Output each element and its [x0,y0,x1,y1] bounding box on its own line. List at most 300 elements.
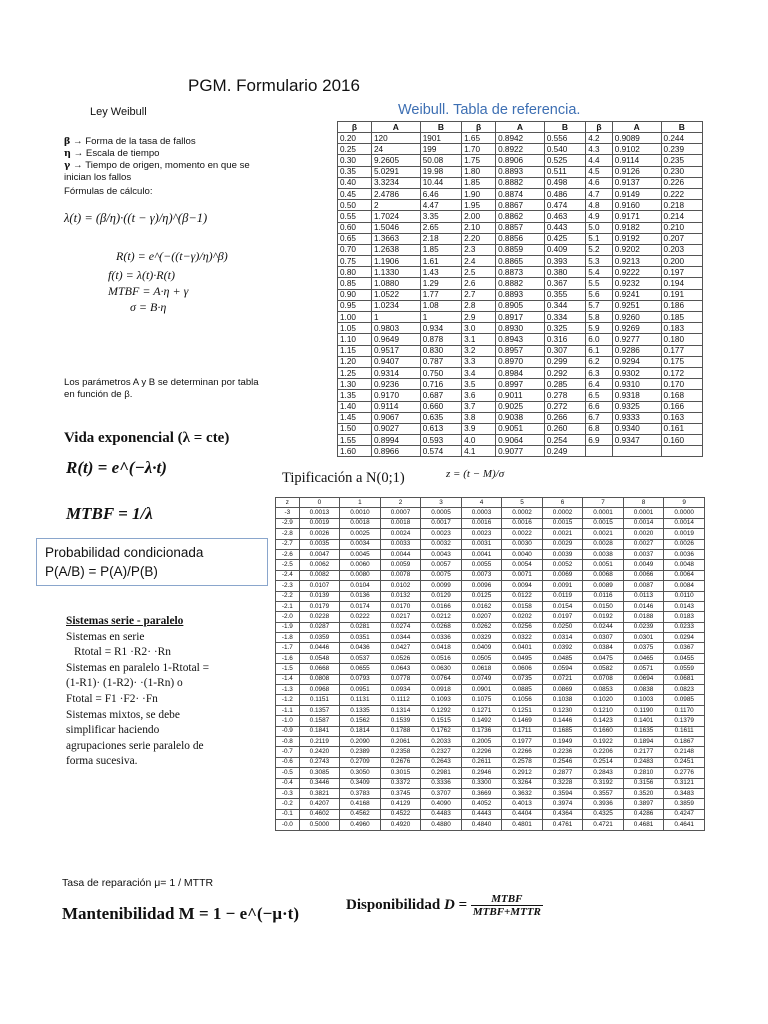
reliability-formula: R(t) = e^(−((t−γ)/η)^β) [116,249,228,263]
weibull-table-cell: 4.8 [586,200,613,211]
normal-table-cell: 0.0073 [461,570,502,580]
normal-table-cell: 0.3300 [461,778,502,788]
sistemas-line: agrupaciones serie paralelo de [66,739,204,752]
weibull-table-cell: 3.6 [462,390,496,401]
normal-table-cell: 0.0721 [542,674,583,684]
normal-table-cell: 0.2912 [502,768,543,778]
normal-table-cell: 0.1611 [664,726,705,736]
weibull-table-cell: 0.90 [338,289,372,300]
weibull-header-cell: A [612,122,661,133]
weibull-table-cell: 1.35 [338,390,372,401]
normal-table-cell: 0.1736 [461,726,502,736]
formulas-label: Fórmulas de cálculo: [64,186,153,197]
weibull-table-cell: 6.0 [586,334,613,345]
normal-table-cell: 0.1230 [542,705,583,715]
weibull-table-cell: 4.7 [586,188,613,199]
weibull-table-cell: 0.334 [544,312,585,323]
weibull-table-cell: 0.9236 [371,379,420,390]
weibull-table-cell: 0.185 [661,312,702,323]
normal-table-cell: 0.1093 [421,695,462,705]
normal-table-cell: 0.1539 [380,716,421,726]
lambda-formula: λ(t) = (β/η)·((t − γ)/η)^(β−1) [64,211,208,225]
weibull-table-row [338,435,703,446]
weibull-table-cell: 24 [371,144,420,155]
normal-table-cell: 0.4880 [421,820,462,830]
weibull-table-cell: 2.4786 [371,188,420,199]
weibull-table-row [338,334,703,345]
weibull-table-cell: 6.6 [586,401,613,412]
normal-table-cell: 0.0019 [299,518,340,528]
normal-table-row [276,591,705,601]
weibull-table-row [338,133,703,144]
sistemas-line: simplificar haciendo [66,724,160,737]
weibull-table-cell: 0.9803 [371,323,420,334]
normal-header-cell: 1 [340,498,381,508]
weibull-table-cell: 0.8882 [496,177,545,188]
weibull-header-cell: B [661,122,702,133]
normal-table-cell: 0.0183 [664,612,705,622]
weibull-table-cell: 2.18 [420,233,461,244]
weibull-table-cell: 0.8970 [496,356,545,367]
weibull-table-cell: 0.463 [544,211,585,222]
weibull-table-cell: 0.40 [338,177,372,188]
normal-table-cell: 0.0197 [542,612,583,622]
normal-table-cell: -0.1 [276,809,300,819]
weibull-table-cell: 0.9269 [612,323,661,334]
normal-table-cell: 0.4404 [502,809,543,819]
sistemas-line: Sistemas en paralelo 1-Rtotal = [66,661,210,674]
normal-table-cell: 0.0064 [664,570,705,580]
normal-table-row [276,788,705,798]
normal-table-cell: 0.2266 [502,747,543,757]
weibull-table-cell: 2.10 [462,222,496,233]
normal-table-cell: 0.4129 [380,799,421,809]
normal-table-cell: 0.0162 [461,601,502,611]
normal-table-cell: 0.0170 [380,601,421,611]
weibull-table-cell: 1.85 [420,244,461,255]
normal-table-row [276,716,705,726]
normal-table-cell: 0.2389 [340,747,381,757]
disponibilidad-label: Disponibilidad [346,896,441,913]
density-formula: f(t) = λ(t)·R(t) [108,268,175,282]
normal-header-cell: z [276,498,300,508]
normal-table-cell: 0.3707 [421,788,462,798]
weibull-table-cell: 0.9011 [496,390,545,401]
normal-table-cell: 0.2643 [421,757,462,767]
normal-table-cell: 0.3121 [664,778,705,788]
weibull-table-cell: 0.9170 [371,390,420,401]
normal-table-cell: 0.4364 [542,809,583,819]
weibull-table-cell: 4.1 [462,446,496,457]
weibull-table-cell: 2.5 [462,267,496,278]
normal-table-cell: 0.0023 [461,529,502,539]
normal-table-cell: 0.1190 [623,705,664,715]
normal-table-row [276,664,705,674]
weibull-table-row [338,289,703,300]
weibull-table-cell: 0.285 [544,379,585,390]
normal-table-cell: 0.0027 [623,539,664,549]
weibull-table-cell: 0.380 [544,267,585,278]
normal-table-cell: -0.6 [276,757,300,767]
weibull-table-cell: 1.00 [338,312,372,323]
weibull-table-cell: 0.8882 [496,278,545,289]
normal-table-cell: 0.0104 [340,581,381,591]
normal-table-row [276,705,705,715]
normal-table-cell: 0.0643 [380,664,421,674]
normal-table-cell: 0.4562 [340,809,381,819]
weibull-table-cell: 0.65 [338,233,372,244]
normal-table-cell: 0.3372 [380,778,421,788]
weibull-table-cell: 0.8943 [496,334,545,345]
weibull-table-cell: 0.8859 [496,244,545,255]
weibull-table-cell: 0.9149 [612,188,661,199]
normal-table-header [276,498,705,508]
normal-table-cell: -2.4 [276,570,300,580]
normal-table-row [276,778,705,788]
sistemas-line: Ftotal = F1 ·F2· ·Fn [66,692,158,705]
normal-table-cell: 0.2843 [583,768,624,778]
normal-table-cell: 0.3974 [542,799,583,809]
weibull-table-cell: 0.170 [661,379,702,390]
weibull-table-row [338,345,703,356]
weibull-table-cell: 4.9 [586,211,613,222]
normal-table-cell: 0.0051 [583,560,624,570]
normal-table-cell: 0.0166 [421,601,462,611]
normal-table-cell: 0.2005 [461,736,502,746]
normal-table-cell: -1.5 [276,664,300,674]
normal-table-cell: 0.0096 [461,581,502,591]
weibull-table-row [338,278,703,289]
weibull-table-cell: 0.161 [661,423,702,434]
normal-table-row [276,768,705,778]
normal-table-row [276,529,705,539]
normal-table-cell: 0.0084 [664,581,705,591]
normal-table-cell: 0.0055 [461,560,502,570]
normal-table-row [276,653,705,663]
normal-table-cell: 0.4840 [461,820,502,830]
weibull-table-row [338,379,703,390]
normal-table-cell: 0.0066 [623,570,664,580]
normal-table-cell: 0.1003 [623,695,664,705]
normal-table-cell: 0.0853 [583,685,624,695]
weibull-table-cell: 1.05 [338,323,372,334]
normal-table-cell: 0.1841 [299,726,340,736]
normal-table-cell: 0.1020 [583,695,624,705]
normal-table-cell: 0.4247 [664,809,705,819]
normal-table-cell: 0.4013 [502,799,543,809]
sistemas-section [66,614,276,770]
weibull-table-cell: 0.9277 [612,334,661,345]
normal-table-cell: 0.0113 [623,591,664,601]
weibull-table-cell: 1.40 [338,401,372,412]
normal-table-cell: 0.4483 [421,809,462,819]
normal-table-cell: 0.1357 [299,705,340,715]
normal-table-row [276,549,705,559]
weibull-table-cell: 1.15 [338,345,372,356]
weibull-table-cell: 0.9102 [612,144,661,155]
normal-table-cell: 0.3446 [299,778,340,788]
weibull-table-cell: 3.4 [462,367,496,378]
weibull-table-cell: 0.443 [544,222,585,233]
weibull-table-cell: 5.9 [586,323,613,334]
normal-table-cell: 0.0089 [583,581,624,591]
normal-table-cell: 0.3264 [502,778,543,788]
weibull-table-cell: 0.197 [661,267,702,278]
weibull-table-cell: 0.511 [544,166,585,177]
weibull-table-row [338,200,703,211]
weibull-table-cell: 1.20 [338,356,372,367]
normal-table-cell: 0.2514 [583,757,624,767]
weibull-table-cell: 0.45 [338,188,372,199]
normal-table-row [276,674,705,684]
normal-table-cell: 0.0119 [542,591,583,601]
normal-table-cell: 0.3936 [583,799,624,809]
weibull-table-cell: 0.9064 [496,435,545,446]
normal-table-cell: 0.0287 [299,622,340,632]
weibull-table-cell: 0.239 [661,144,702,155]
normal-table-cell: 0.0375 [623,643,664,653]
normal-table-cell: 0.0793 [340,674,381,684]
normal-table-cell: 0.0329 [461,633,502,643]
weibull-table-cell: 0.191 [661,289,702,300]
normal-table-row [276,685,705,695]
normal-table-cell: 0.0307 [583,633,624,643]
normal-table-row [276,799,705,809]
weibull-table-cell: 0.9649 [371,334,420,345]
normal-table-cell: 0.4801 [502,820,543,830]
normal-table-cell: 0.0129 [421,591,462,601]
normal-table-cell: 0.0069 [542,570,583,580]
normal-table-cell: 0.2611 [461,757,502,767]
weibull-table-cell: 5.4 [586,267,613,278]
weibull-definitions [64,136,264,313]
normal-table-cell: 0.4325 [583,809,624,819]
normal-table-cell: 0.0023 [421,529,462,539]
normal-table-cell: 0.0571 [623,664,664,674]
weibull-table-cell: 4.5 [586,166,613,177]
weibull-table-cell: 0.292 [544,367,585,378]
weibull-table-cell: 6.8 [586,423,613,434]
normal-table-cell: 0.0314 [542,633,583,643]
weibull-table-cell: 0.175 [661,356,702,367]
normal-table-cell: 0.0107 [299,581,340,591]
normal-table-cell: -0.7 [276,747,300,757]
weibull-table-cell: 0.8906 [496,155,545,166]
normal-table-cell: 0.4602 [299,809,340,819]
normal-table-cell: 0.0606 [502,664,543,674]
normal-table-cell: 0.0985 [664,695,705,705]
weibull-table-cell: 0.70 [338,244,372,255]
normal-table-cell: 0.0002 [502,508,543,518]
normal-table-cell: 0.0136 [340,591,381,601]
normal-table-cell: 0.0934 [380,685,421,695]
normal-table-cell: 0.1446 [542,716,583,726]
normal-table-cell: 0.1335 [340,705,381,715]
weibull-table-cell: 1.10 [338,334,372,345]
weibull-table-cell: 0.9171 [612,211,661,222]
normal-table-cell: 0.0001 [623,508,664,518]
normal-table-cell: 0.2296 [461,747,502,757]
normal-table-cell: -0.4 [276,778,300,788]
normal-table-cell: 0.0455 [664,653,705,663]
normal-table-cell: 0.0037 [623,549,664,559]
normal-table-cell: 0.0020 [623,529,664,539]
weibull-table-row [338,211,703,222]
normal-table-cell: 0.0158 [502,601,543,611]
weibull-table-cell: 1.1330 [371,267,420,278]
weibull-table-cell: 0.272 [544,401,585,412]
normal-table-cell: 0.0262 [461,622,502,632]
disponibilidad-lhs: D = [443,896,468,913]
normal-table-cell: 0.0582 [583,664,624,674]
weibull-table-row [338,222,703,233]
weibull-table-row [338,244,703,255]
normal-table-cell: 0.0526 [380,653,421,663]
normal-table-cell: 0.0041 [461,549,502,559]
weibull-table-cell: 1.5046 [371,222,420,233]
weibull-table-cell: 0.183 [661,323,702,334]
normal-table-row [276,643,705,653]
normal-table-cell: 0.0054 [502,560,543,570]
normal-table-row [276,508,705,518]
weibull-table-cell: 0.556 [544,133,585,144]
normal-table-cell: 0.0049 [623,560,664,570]
weibull-table-cell: 6.9 [586,435,613,446]
normal-table-cell: 0.0401 [502,643,543,653]
normal-table-cell: 0.1867 [664,736,705,746]
normal-table-cell: 0.3520 [623,788,664,798]
weibull-table-cell: 0.8893 [496,166,545,177]
weibull-table-row [338,390,703,401]
weibull-table-cell: 0.207 [661,233,702,244]
normal-table-cell: 0.4168 [340,799,381,809]
normal-table-cell: 0.0409 [461,643,502,653]
weibull-table-cell: 3.3234 [371,177,420,188]
normal-table-row [276,581,705,591]
weibull-table-cell: 0.9517 [371,345,420,356]
weibull-table-row [338,267,703,278]
weibull-table-cell: 0.218 [661,200,702,211]
normal-table-cell: 0.0918 [421,685,462,695]
normal-table-cell: 0.0735 [502,674,543,684]
weibull-table-cell: 0.9213 [612,256,661,267]
normal-header-cell: 6 [542,498,583,508]
normal-table-cell: 0.0594 [542,664,583,674]
weibull-table-cell: 0.8856 [496,233,545,244]
normal-table-cell: 0.0618 [461,664,502,674]
weibull-table-cell: 6.7 [586,412,613,423]
mantenibilidad-formula: Mantenibilidad M = 1 − e^(−μ·t) [62,904,299,923]
weibull-table-cell: 0.95 [338,300,372,311]
weibull-table-cell: 4.6 [586,177,613,188]
normal-table-cell: 0.0359 [299,633,340,643]
weibull-table-cell: 0.425 [544,233,585,244]
normal-table-cell: 0.2090 [340,736,381,746]
normal-table-cell: 0.3085 [299,768,340,778]
normal-table-cell: 0.0150 [583,601,624,611]
weibull-table-cell: 0.9294 [612,356,661,367]
weibull-table-cell: 5.7 [586,300,613,311]
normal-table-cell: 0.0033 [380,539,421,549]
normal-table-cell: 0.0007 [380,508,421,518]
normal-table-cell: 0.0139 [299,591,340,601]
weibull-table-cell: 120 [371,133,420,144]
normal-table-cell: 0.0038 [583,549,624,559]
normal-table-cell: 0.0040 [502,549,543,559]
normal-table-cell: 0.0694 [623,674,664,684]
weibull-table-cell: 0.244 [661,133,702,144]
weibull-table-cell: 2.3 [462,244,496,255]
normal-table-cell: 0.5000 [299,820,340,830]
normal-header-cell: 7 [583,498,624,508]
normal-table-cell: 0.0475 [583,653,624,663]
normal-table-cell: 0.0708 [583,674,624,684]
normal-table-row [276,757,705,767]
normal-table-cell: 0.0548 [299,653,340,663]
weibull-table-cell: 0.344 [544,300,585,311]
normal-table-cell: 0.1210 [583,705,624,715]
weibull-table-cell: 0.214 [661,211,702,222]
normal-table-cell: 0.0207 [461,612,502,622]
normal-table-cell: 0.0192 [583,612,624,622]
normal-table-cell: 0.0039 [542,549,583,559]
normal-table-cell: 0.0116 [583,591,624,601]
normal-table-cell: 0.4207 [299,799,340,809]
weibull-table-cell: 1.1906 [371,256,420,267]
normal-table-cell: 0.0080 [340,570,381,580]
weibull-table-cell: 1.80 [462,166,496,177]
normal-table-cell: 0.0885 [502,685,543,695]
normal-table-cell: 0.0392 [542,643,583,653]
normal-table-cell: 0.0057 [421,560,462,570]
normal-table-cell: 0.4960 [340,820,381,830]
normal-table-row [276,570,705,580]
normal-table-cell: 0.1977 [502,736,543,746]
normal-table-cell: 0.3897 [623,799,664,809]
weibull-header-cell: β [462,122,496,133]
weibull-table-cell: 1.50 [338,423,372,434]
weibull-table-cell: 1.77 [420,289,461,300]
weibull-table-row [338,300,703,311]
exp-mtbf: MTBF = 1/λ [66,504,153,523]
sistemas-line: forma sucesiva. [66,755,138,768]
weibull-table-cell: 0.249 [544,446,585,457]
normal-table-cell: 0.0344 [380,633,421,643]
weibull-table-cell: 0.409 [544,244,585,255]
weibull-table-cell: 0.9310 [612,379,661,390]
weibull-table-cell: 0.9407 [371,356,420,367]
weibull-table-cell: 0.787 [420,356,461,367]
normal-table-cell: 0.0016 [502,518,543,528]
normal-table-cell: 0.0465 [623,653,664,663]
normal-table-cell: 0.4920 [380,820,421,830]
weibull-table-cell: 1.95 [462,200,496,211]
weibull-table-cell: 1.45 [338,412,372,423]
normal-table-cell: 0.0968 [299,685,340,695]
normal-table-cell: 0.0838 [623,685,664,695]
normal-table-cell: 0.1814 [340,726,381,736]
weibull-table-cell: 6.46 [420,188,461,199]
normal-table-cell: 0.4443 [461,809,502,819]
normal-table-cell: 0.0052 [542,560,583,570]
normal-table-cell: 0.0078 [380,570,421,580]
normal-table-cell: 0.0143 [664,601,705,611]
weibull-table-cell: 199 [420,144,461,155]
weibull-table-cell: 6.1 [586,345,613,356]
normal-table-cell: 0.1562 [340,716,381,726]
normal-header-cell: 3 [421,498,462,508]
weibull-header-cell: β [338,122,372,133]
